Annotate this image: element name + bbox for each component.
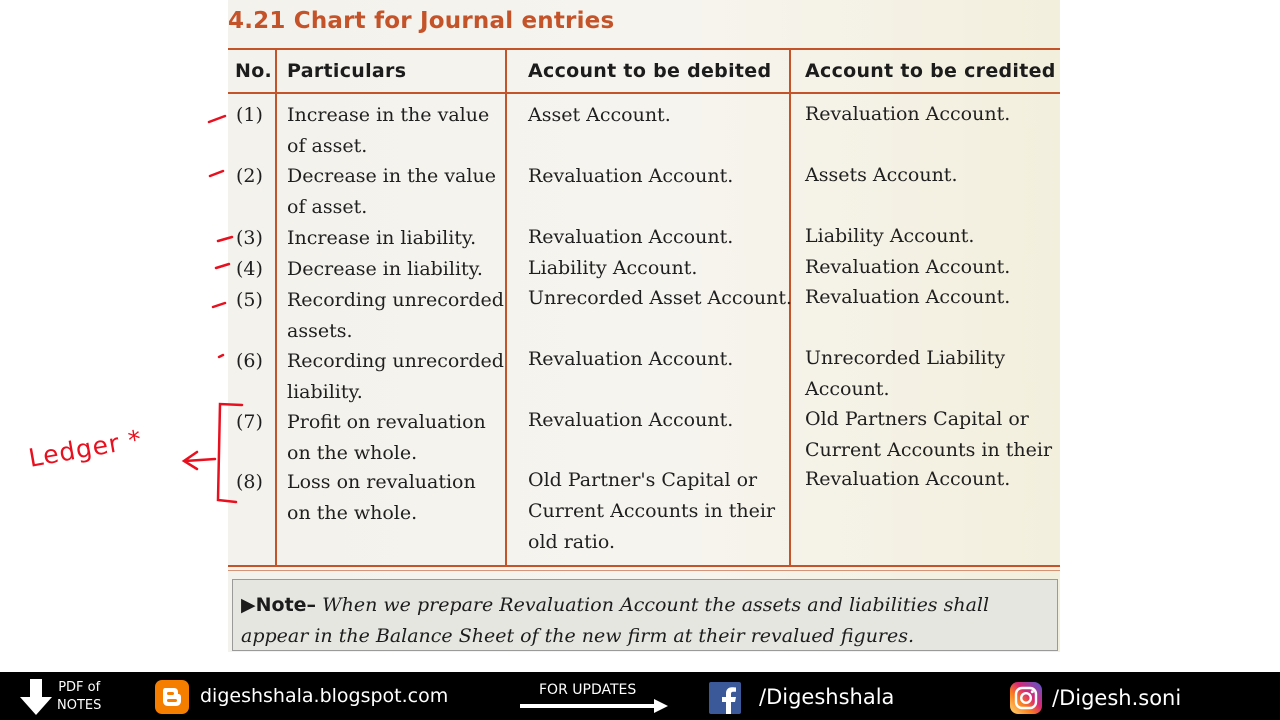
tick-mark [213, 303, 225, 307]
row-no: (7) [236, 411, 263, 433]
row-debit: Liability Account. [528, 257, 698, 279]
row-particulars: Loss on revaluation on the whole. [287, 471, 476, 524]
row-particulars: Recording unrecorded assets. [287, 289, 504, 342]
arrow-line [185, 459, 215, 461]
for-updates-label: FOR UPDATES [539, 682, 637, 698]
row-particulars: Decrease in the value of asset. [287, 165, 496, 218]
row-credit: Liability Account. [805, 225, 975, 247]
note-body: When we prepare Revaluation Account the assets and liabilities shall appear in the Balance Sheet of the new firm at their revalued figures. [241, 594, 990, 647]
header-particulars: Particulars [287, 60, 407, 82]
pdf-notes-label[interactable]: PDF of NOTES [57, 680, 102, 713]
ledger-annotation: Ledger * [26, 424, 145, 473]
download-arrow-icon[interactable] [18, 677, 54, 717]
row-debit: Revaluation Account. [528, 348, 734, 370]
bracket-mark [218, 404, 242, 502]
row-debit: Revaluation Account. [528, 226, 734, 248]
tick-mark [219, 355, 223, 357]
tick-mark [218, 237, 232, 241]
row-particulars: Decrease in liability. [287, 258, 483, 280]
tick-mark [210, 171, 223, 176]
row-no: (1) [236, 104, 263, 126]
instagram-link[interactable]: /Digesh.soni [1052, 686, 1182, 710]
row-credit: Old Partners Capital or Current Accounts in their [805, 408, 1053, 461]
row-debit: Asset Account. [528, 104, 671, 126]
row-credit: Revaluation Account. [805, 256, 1011, 278]
row-no: (5) [236, 289, 263, 311]
row-credit: Revaluation Account. [805, 103, 1011, 125]
blogger-icon [155, 680, 189, 714]
row-debit: Old Partner's Capital or Current Accounts in their old ratio. [528, 469, 776, 553]
row-credit: Revaluation Account. [805, 286, 1011, 308]
header-no: No. [235, 60, 273, 82]
note-label: Note– [255, 594, 317, 616]
right-arrow-icon [520, 699, 670, 713]
row-no: (8) [236, 471, 263, 493]
row-no: (2) [236, 165, 263, 187]
row-particulars: Increase in the value of asset. [287, 104, 490, 157]
row-particulars: Increase in liability. [287, 227, 477, 249]
tick-mark [209, 116, 225, 122]
triangle-bullet-icon: ▶ [241, 594, 256, 616]
tick-mark [216, 264, 229, 268]
row-particulars: Profit on revaluation on the whole. [287, 411, 486, 464]
footer-bar [0, 672, 1280, 720]
header-debited: Account to be debited [528, 60, 772, 82]
header-credited: Account to be credited [805, 60, 1056, 82]
row-credit: Unrecorded Liability Account. [805, 347, 1006, 400]
facebook-link[interactable]: /Digeshshala [759, 685, 895, 709]
row-debit: Unrecorded Asset Account. [528, 287, 793, 309]
row-credit: Revaluation Account. [805, 468, 1011, 490]
instagram-icon [1010, 682, 1042, 714]
row-no: (3) [236, 227, 263, 249]
row-credit: Assets Account. [805, 164, 958, 186]
row-debit: Revaluation Account. [528, 409, 734, 431]
page-title: 4.21 Chart for Journal entries [228, 8, 615, 34]
row-particulars: Recording unrecorded liability. [287, 350, 504, 403]
row-no: (4) [236, 258, 263, 280]
row-debit: Revaluation Account. [528, 165, 734, 187]
facebook-icon [709, 682, 741, 714]
blog-link[interactable]: digeshshala.blogspot.com [200, 685, 449, 707]
row-no: (6) [236, 350, 263, 372]
